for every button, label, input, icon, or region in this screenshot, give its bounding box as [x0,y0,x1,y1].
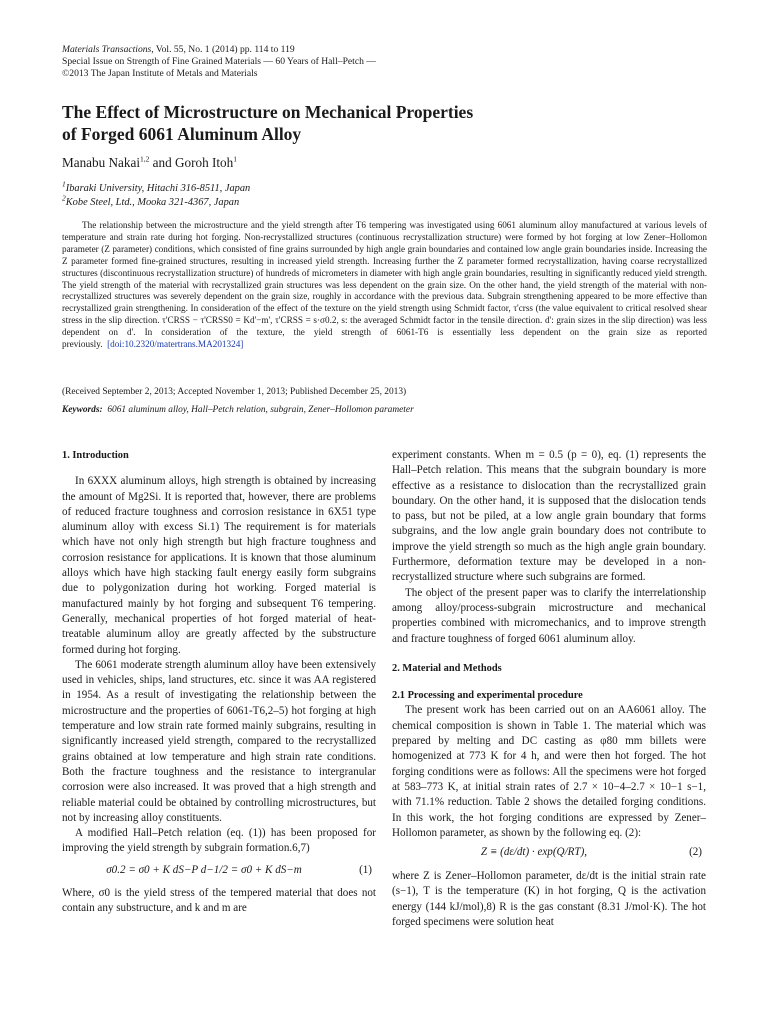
doi-link[interactable]: [doi:10.2320/matertrans.MA201324] [107,339,244,350]
journal-header [62,44,376,79]
keywords-list: 6061 aluminum alloy, Hall–Petch relation, subgrain, Zener–Hollomon parameter [107,405,414,415]
copyright-line: ©2013 The Japan Institute of Metals and Materials [62,67,258,79]
author-2: and Goroh Itoh [149,155,234,170]
subsection-2-1-heading: 2.1 Processing and experimental procedure [392,690,583,702]
right-paragraph-2: The object of the present paper was to clarify the interrelationship among alloy/process-subgrain microstructure and mechanical properties combined with micromechanics, and to improve strength and fracture toughness of forged 6061 aluminum alloy. [392,586,706,645]
section-1-heading: 1. Introduction [62,450,129,461]
equation-1 [62,863,376,881]
affiliations [62,179,251,209]
title-line-1: The Effect of Microstructure on Mechanical Properties [62,102,474,122]
intro-paragraph-1: In 6XXX aluminum alloys, high strength is obtained by increasing the amount of Mg2Si. It is reported that, however, there are problems of reduced fracture toughness and corrosion resistance in 6X51 type aluminum alloy with excess Si.1) The requirement is for materials which have not only high strength but high fracture toughness and corrosion resistance for applications. It is known that those aluminum alloys which have high stacking fault energy easily form subgrains due to polygonization during hot working. Forged material is manufactured mainly by hot forging and subsequent T6 tempering. Generally, mechanical properties of hot forged material of heat-treatable aluminum alloy are greatly affected by the substructure formed during hot forging. [62,475,376,656]
journal-citation: , Vol. 55, No. 1 (2014) pp. 114 to 119 [151,44,295,55]
received-dates: (Received September 2, 2013; Accepted November 1, 2013; Published December 25, 2013) [62,387,407,397]
left-column [62,448,376,916]
right-paragraph-1: experiment constants. When m = 0.5 (p = 0), eq. (1) represents the Hall–Petch relation. This means that the subgrain boundary is more effective as a resistance to dislocation than the recrystallized grain boundary. On the other hand, it is supposed that the dislocation tends to pass, but not be piled, at a low angle grain boundary that forms subgrains, and the low angle grain boundary does not contribute to improve the yield strength so much as the high angle grain boundary. Furthermore, deformation texture may be developed in a non-recrystallized structure where such subgrains are formed. [392,449,706,584]
journal-name: Materials Transactions [62,44,152,55]
title-line-2: of Forged 6061 Aluminum Alloy [62,124,302,144]
equation-2-expression: Z ≡ (dε/dt) · exp(Q/RT), [480,846,588,859]
equation-1-expression: σ0.2 = σ0 + K dS−P d−1/2 = σ0 + K dS−m [106,863,302,876]
paper-title [62,101,712,145]
equation-1-number: (1) [359,863,372,876]
author-1: Manabu Nakai [62,155,140,170]
special-issue-line: Special Issue on Strength of Fine Grained Materials — 60 Years of Hall–Petch — [62,55,376,67]
abstract [62,220,707,351]
methods-paragraph-1: The present work has been carried out on an AA6061 alloy. The chemical composition is shown in Table 1. The material which was prepared by melting and DC casting as φ80 mm billets were homogenized at 773 K for 4 h, and were then hot forged. The hot forging conditions were as follows: All the specimens were hot forged at 583–773 K, at initial strain rates of 2.7 × 10−4–2.7 × 10−1 s−1, with 71.1% reduction. Table 2 shows the detailed forging conditions. In this work, the hot forging conditions are expressed by Zener–Hollomon parameter, as shown by the following eq. (2): [392,704,706,839]
intro-paragraph-2: The 6061 moderate strength aluminum alloy have been extensively used in vehicles, ships, land structures, etc. since it was AA registered in 1954. As a result of investigating the relationship between the microstructure and the properties of 6061-T6,2–5) hot forging at high temperature and low strain rate formed mainly subgrains, resulting in significantly increased yield strength, compared to the recrystallized grains obtained at low temperature and high strain rate conditions. Both the fracture toughness and the resistance to intergranular corrosion were also increased. It was proved that a high strength and reliable material could be obtained by controlling microstructures, but not by increasing alloy constituents. [62,658,376,824]
methods-paragraph-2: where Z is Zener–Hollomon parameter, dε/dt is the initial strain rate (s−1), T is the temperature (K) in hot forging, Q is the activation energy (144 kJ/mol),8) R is the gas constant (8.31 J/mol·K). The hot forged specimens were solution heat [392,870,706,929]
keywords-label: Keywords: [62,405,103,415]
authors: Manabu Nakai$^{1,2}$ and Goroh Itoh$^1$ [62,154,237,170]
right-column [392,448,706,930]
section-2-heading: 2. Material and Methods [392,662,502,674]
intro-paragraph-3: A modified Hall–Petch relation (eq. (1)) has been proposed for improving the yield strength by subgrain formation.6,7) [62,827,376,855]
keywords [62,405,414,415]
intro-paragraph-4: Where, σ0 is the yield stress of the tempered material that does not contain any substructure, and k and m are [62,886,376,915]
equation-2-number: (2) [689,846,702,859]
affiliation-2: $^2$Kobe Steel, Ltd., Mooka 321-4367, Japan [62,193,240,208]
abstract-body: The relationship between the microstructure and the yield strength after T6 tempering was investigated using 6061 aluminum alloy manufactured at various levels of temperature and strain rate during hot forging. Non-recrystallized structures (continuous recrystallization structure) were formed by hot forging at low Zener–Hollomon parameter (Z parameter) conditions, which consisted of fine grains surrounded by high angle grain boundaries and contained low angle grain boundaries inside. Increasing the Z parameter formed fine-grained structures, resulting in increased yield strength. Increasing further the Z parameter formed recrystallization, having coarse recrystallized structures (discontinuous recrystallization structure) of hundreds of micrometers in diameter with high angle grain boundaries, resulting in significantly reduced yield strength. The yield strength of the material with recrystallized grain structures was less dependent on the grain size. On the other hand, the yield strength of the material with non-recrystallized structures was severely dependent on the grain size, roughly in accordance with the previous data. Subgrain strengthening appeared to be more effective than recrystallized grain strengthening. In consideration of the effect of the texture on the yield strength using Schmidt factor, τ'crss (the value equivalent to critical resolved shear stress in the slip direction. τ'CRSS − τ'CRSS0 = Kd'−m', τ'CRSS = s·σ0.2, s: the averaged Schmidt factor in the tensile direction. d': grain sizes in the slip direction) was less dependent on d'. In consideration of the texture, the yield strength of 6061-T6 is essentially less dependent on the grain size as reported previously. [62,220,707,350]
equation-2 [392,845,706,863]
affiliation-1: $^1$Ibaraki University, Hitachi 316-8511, Japan [62,179,251,194]
